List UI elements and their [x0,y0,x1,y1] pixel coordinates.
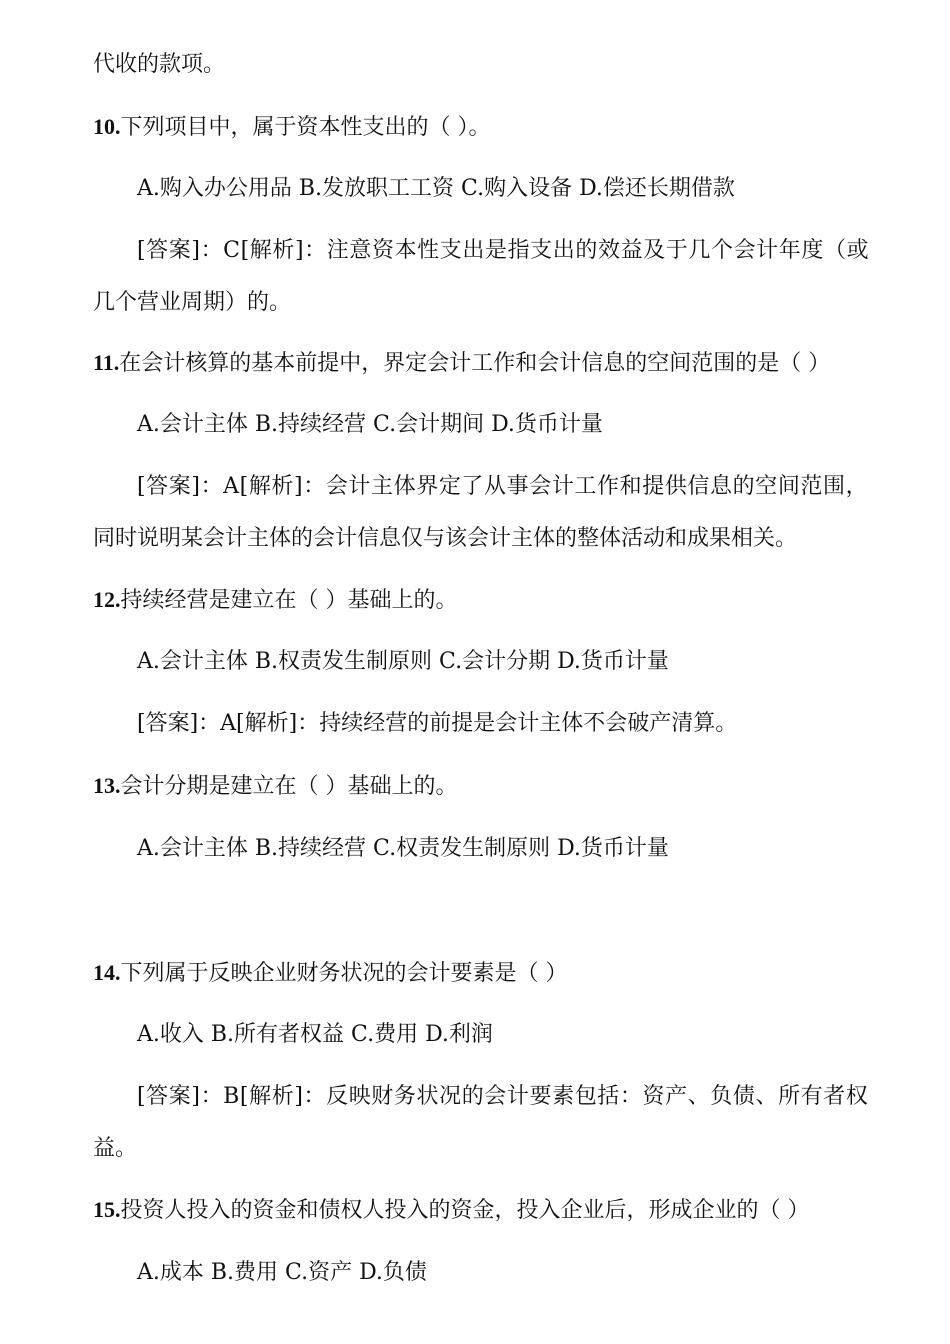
question-15-options [137,1258,870,1288]
question-12 [93,585,870,616]
question-12-options [137,647,870,677]
question-15 [93,1195,870,1226]
question-10-answer [137,236,870,266]
question-text: 下列属于反映企业财务状况的会计要素是（ ） [120,961,568,986]
question-number: 12. [93,587,121,612]
question-number: 11. [93,350,120,375]
question-11 [93,348,870,379]
question-10 [93,112,870,143]
answer-text: [答案]：C[解析]：注意资本性支出是指支出的效益及于几个会计年度（或 [137,238,870,263]
answer-text: 益。 [93,1136,138,1161]
question-10-options [137,174,870,204]
answer-text: [答案]：B[解析]：反映财务状况的会计要素包括：资产、负债、所有者权 [137,1084,869,1109]
question-12-answer [137,709,870,739]
answer-text: 同时说明某会计主体的会计信息仅与该会计主体的整体活动和成果相关。 [93,526,798,551]
question-text: 下列项目中，属于资本性支出的（ ）。 [120,115,491,140]
question-11-answer-continuation [93,524,870,554]
question-11-answer [137,472,870,502]
line-text: 代收的款项。 [93,52,226,77]
question-number: 15. [93,1197,121,1222]
question-number: 14. [93,960,121,985]
options-text: A.会计主体 B.持续经营 C.权责发生制原则 D.货币计量 [137,836,669,861]
options-text: A.会计主体 B.权责发生制原则 C.会计分期 D.货币计量 [137,649,669,674]
answer-text: [答案]：A[解析]：持续经营的前提是会计主体不会破产清算。 [137,711,738,736]
options-text: A.收入 B.所有者权益 C.费用 D.利润 [137,1022,493,1047]
question-text: 在会计核算的基本前提中，界定会计工作和会计信息的空间范围的是（ ） [119,351,831,376]
question-text: 会计分期是建立在（ ）基础上的。 [120,774,458,799]
question-14 [93,958,870,989]
question-14-options [137,1020,870,1050]
question-number: 13. [93,773,121,798]
answer-text: 几个营业周期）的。 [93,290,292,315]
question-11-options [137,410,870,440]
question-number: 10. [93,114,121,139]
answer-text: [答案]：A[解析]：会计主体界定了从事会计工作和提供信息的空间范围， [137,474,869,499]
options-text: A.购入办公用品 B.发放职工工资 C.购入设备 D.偿还长期借款 [137,176,735,201]
options-text: A.会计主体 B.持续经营 C.会计期间 D.货币计量 [137,412,603,437]
question-14-answer-continuation [93,1134,870,1164]
question-text: 持续经营是建立在（ ）基础上的。 [120,588,458,613]
question-13-options [137,834,870,864]
options-text: A.成本 B.费用 C.资产 D.负债 [137,1260,427,1285]
question-10-answer-continuation [93,288,870,318]
question-13 [93,771,870,802]
question-text: 投资人投入的资金和债权人投入的资金，投入企业后，形成企业的（ ） [120,1198,810,1223]
question-14-answer [137,1082,870,1112]
text-line-continuation [93,50,870,80]
